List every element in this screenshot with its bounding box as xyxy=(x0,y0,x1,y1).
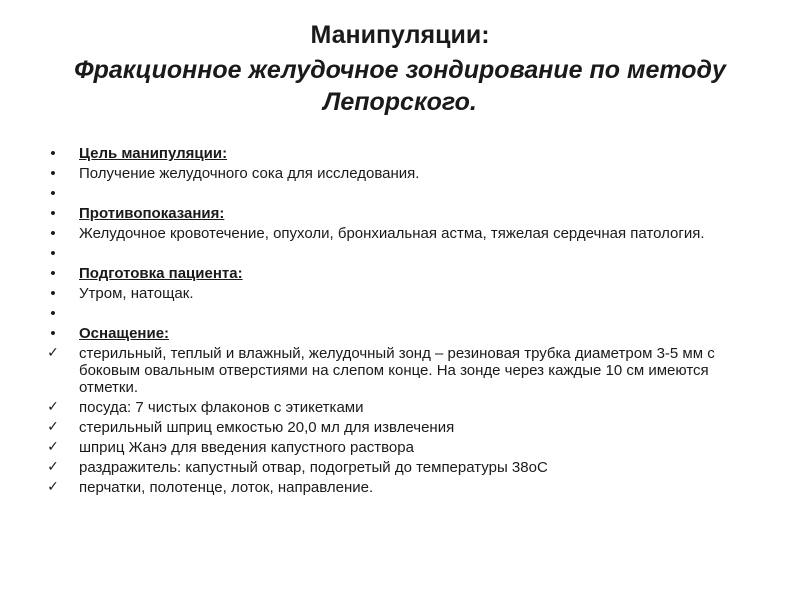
list-item-text: раздражитель: капустный отвар, подогретый до температуры 38оС xyxy=(79,459,548,476)
list-item-text: Получение желудочного сока для исследования. xyxy=(79,165,420,182)
section-heading: Противопоказания: xyxy=(79,205,225,222)
checkmark-icon: ✓ xyxy=(47,419,59,435)
list-item xyxy=(46,419,746,436)
slide-title: Манипуляции: xyxy=(310,21,490,49)
list-item xyxy=(46,205,746,222)
list-item xyxy=(46,439,746,456)
list-item xyxy=(46,145,746,162)
bullet-dot-icon: • xyxy=(50,285,56,302)
list-item-text: шприц Жанэ для введения капустного раствора xyxy=(79,439,414,456)
section-heading: Оснащение: xyxy=(79,325,170,342)
checkmark-icon: ✓ xyxy=(47,345,59,361)
list-item xyxy=(46,345,746,396)
slide-title-block xyxy=(40,20,760,118)
bullet-dot-icon: • xyxy=(50,225,56,242)
section-heading: Подготовка пациента: xyxy=(79,265,243,282)
bullet-dot-icon: • xyxy=(50,205,56,222)
list-item xyxy=(46,165,746,182)
list-item xyxy=(46,265,746,282)
bullet-list xyxy=(46,145,746,496)
list-item xyxy=(46,225,746,242)
list-item xyxy=(46,285,746,302)
bullet-dot-icon: • xyxy=(50,165,56,182)
checkmark-icon: ✓ xyxy=(47,439,59,455)
bullet-dot-icon: • xyxy=(50,185,56,202)
bullet-dot-icon: • xyxy=(50,265,56,282)
slide-subtitle: Фракционное желудочное зондирование по методу Лепорского. xyxy=(74,56,726,116)
list-item xyxy=(46,185,746,202)
slide-content xyxy=(46,145,746,499)
list-item xyxy=(46,479,746,496)
list-item-text: посуда: 7 чистых флаконов с этикетками xyxy=(79,399,364,416)
list-item-text: стерильный, теплый и влажный, желудочный зонд – резиновая трубка диаметром 3-5 мм с боковым овальным отверстиями на слепом конце. На зонде через каждые 10 см имеются отметки. xyxy=(79,345,715,396)
list-item xyxy=(46,305,746,322)
checkmark-icon: ✓ xyxy=(47,399,59,415)
list-item xyxy=(46,325,746,342)
bullet-dot-icon: • xyxy=(50,245,56,262)
checkmark-icon: ✓ xyxy=(47,459,59,475)
bullet-dot-icon: • xyxy=(50,305,56,322)
bullet-dot-icon: • xyxy=(50,145,56,162)
bullet-dot-icon: • xyxy=(50,325,56,342)
section-heading: Цель манипуляции: xyxy=(79,145,228,162)
list-item-text: стерильный шприц емкостью 20,0 мл для извлечения xyxy=(79,419,455,436)
list-item xyxy=(46,399,746,416)
list-item-text: Желудочное кровотечение, опухоли, бронхиальная астма, тяжелая сердечная патология. xyxy=(79,225,705,242)
list-item-text: перчатки, полотенце, лоток, направление. xyxy=(79,479,374,496)
list-item xyxy=(46,459,746,476)
list-item xyxy=(46,245,746,262)
checkmark-icon: ✓ xyxy=(47,479,59,495)
list-item-text: Утром, натощак. xyxy=(79,285,194,302)
